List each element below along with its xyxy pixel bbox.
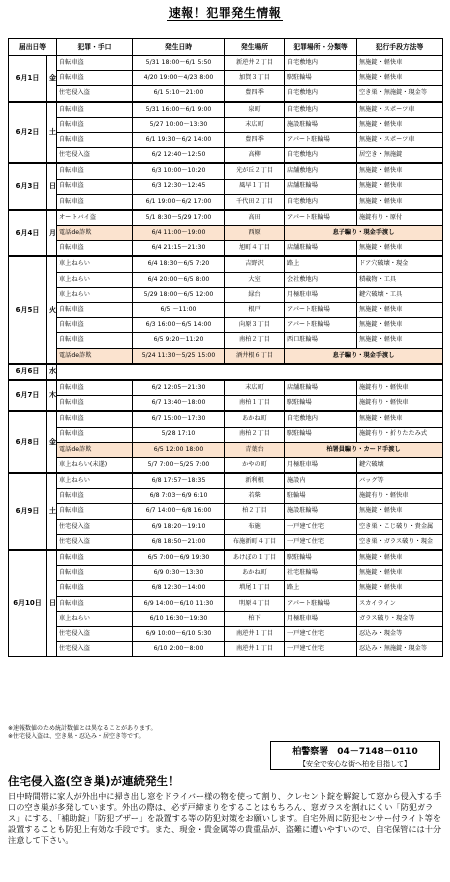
crime-cell: 住宅侵入盗 [57,642,133,657]
table-row [9,303,443,318]
when-cell: 6/3 16:00～6/5 14:00 [133,318,225,333]
method-cell: 無施錠・軽快車 [357,179,443,194]
location-cell: アパート駐輪場 [285,303,357,318]
when-cell: 6/9 18:20～19:10 [133,519,225,534]
location-cell: 店舗駐輪場 [285,380,357,396]
place-cell: あかね町 [225,566,285,581]
location-cell: 駅駐輪場 [285,427,357,442]
crime-cell: 住宅侵入盗 [57,519,133,534]
when-cell: 5/7 7:00～5/25 7:00 [133,457,225,473]
method-cell: ガラス破り・現金等 [357,611,443,626]
when-cell: 6/5 ～11:00 [133,303,225,318]
place-cell: 南逆井１丁目 [225,642,285,657]
when-cell: 6/4 21:15～21:30 [133,241,225,257]
place-cell: 青葉台 [225,442,285,457]
crime-cell: 電話de詐欺 [57,226,133,241]
location-cell: 施設駐輪場 [285,504,357,519]
when-cell: 6/2 12:05～21:30 [133,380,225,396]
table-row [9,241,443,257]
place-cell: 大室 [225,272,285,287]
date-cell: 6月7日 [9,380,47,411]
method-cell: 無施錠・スポーツ車 [357,102,443,118]
weekday-cell: 土 [47,102,57,164]
crime-cell: 自転車盗 [57,163,133,179]
crime-table [8,38,443,657]
method-cell: 空き巣・こじ破り・貴金属 [357,519,443,534]
place-cell: 高柳 [225,148,285,164]
weekday-cell: 金 [47,411,57,473]
place-cell: 若柴 [225,489,285,504]
when-cell: 5/31 18:00～6/1 5:50 [133,56,225,71]
table-row [9,272,443,287]
location-cell: 駅駐輪場 [285,396,357,412]
crime-cell: 自転車盗 [57,581,133,596]
table-row [9,566,443,581]
table-row [9,550,443,566]
place-cell: 新利根 [225,473,285,489]
method-cell: ドア穴破壊・現金 [357,256,443,272]
location-cell: 店舗駐輪場 [285,179,357,194]
when-cell: 6/1 5:10～21:00 [133,86,225,102]
place-cell: 末広町 [225,117,285,132]
method-cell: 無施錠・軽快車 [357,566,443,581]
method-cell: 無施錠・軽快車 [357,194,443,210]
date-cell: 6月1日 [9,56,47,102]
crime-cell: 自転車盗 [57,596,133,611]
table-row [9,194,443,210]
note-1: ※速報数値のため統計数値とは異なることがあります。 [8,725,157,732]
crime-cell: 車上ねらい [57,272,133,287]
place-cell: 西原 [225,226,285,241]
when-cell: 6/4 11:00～19:00 [133,226,225,241]
place-cell: 緑台 [225,287,285,302]
method-cell: 無施錠・軽快車 [357,333,443,348]
when-cell: 6/3 12:30～12:45 [133,179,225,194]
place-cell: 柏２丁目 [225,504,285,519]
location-cell: 月極駐車場 [285,611,357,626]
when-cell: 6/7 13:40～18:00 [133,396,225,412]
when-cell: 6/5 7:00～6/9 19:30 [133,550,225,566]
weekday-cell: 木 [47,380,57,411]
method-cell: 息子騙り・現金手渡し [285,348,443,364]
when-cell: 6/2 12:40～12:50 [133,148,225,164]
weekday-cell: 日 [47,163,57,210]
place-cell: 増尾１丁目 [225,581,285,596]
location-cell: 一戸建て住宅 [285,642,357,657]
table-row [9,642,443,657]
when-cell: 5/24 11:30～5/25 15:00 [133,348,225,364]
title-text: 速報！犯罪発生情報 [168,6,282,20]
place-cell: 柏下 [225,611,285,626]
when-cell: 6/7 14:00～6/8 16:00 [133,504,225,519]
place-cell: 泉町 [225,102,285,118]
crime-cell: 住宅侵入盗 [57,626,133,641]
note-2: ※住宅侵入盗は、空き巣・忍込み・居空き等です。 [8,733,145,740]
when-cell: 6/9 14:00～6/10 11:30 [133,596,225,611]
location-cell: 一戸建て住宅 [285,519,357,534]
place-cell: 豊四季 [225,86,285,102]
table-row [9,489,443,504]
crime-cell: 車上ねらい [57,611,133,626]
weekday-cell: 金 [47,56,57,102]
table-row [9,411,443,427]
crime-cell: 住宅侵入盗 [57,86,133,102]
police-slogan: 【安全で安心な街へ柏を目指して】 [299,760,411,768]
place-cell: 根戸 [225,303,285,318]
place-cell: 高田 [225,210,285,226]
location-cell: 月極駐車場 [285,457,357,473]
location-cell: 店舗敷地内 [285,163,357,179]
when-cell: 6/8 18:50～21:00 [133,534,225,550]
date-cell: 6月10日 [9,550,47,657]
method-cell: 無施錠・軽快車 [357,71,443,86]
table-row [9,396,443,412]
crime-cell: 自転車盗 [57,241,133,257]
when-cell: 6/10 2:00～8:00 [133,642,225,657]
table-row [9,348,443,364]
table-row [9,380,443,396]
place-cell: 向原３丁目 [225,318,285,333]
table-row [9,148,443,164]
place-cell: 旭町４丁目 [225,241,285,257]
alert-headline: 住宅侵入盗(空き巣)が連続発生！ [8,774,180,788]
crime-cell: 自転車盗 [57,71,133,86]
table-row [9,318,443,333]
crime-cell: 自転車盗 [57,380,133,396]
table-row [9,56,443,71]
place-cell: 光が丘２丁目 [225,163,285,179]
method-cell: スカイライン [357,596,443,611]
method-cell: 無施錠・軽快車 [357,318,443,333]
table-row [9,333,443,348]
header-location: 犯罪場所・分類等 [285,39,357,56]
crime-cell: 自転車盗 [57,396,133,412]
place-cell: 南柏２丁目 [225,427,285,442]
weekday-cell: 火 [47,256,57,363]
when-cell: 6/9 10:00～6/10 5:30 [133,626,225,641]
weekday-cell: 日 [47,550,57,657]
when-cell: 5/1 8:30～5/29 17:00 [133,210,225,226]
place-cell: 布施 [225,519,285,534]
location-cell: 駅駐輪場 [285,550,357,566]
crime-cell: 自転車盗 [57,550,133,566]
location-cell: 路上 [285,581,357,596]
date-cell: 6月4日 [9,210,47,257]
place-cell: かやの町 [225,457,285,473]
place-cell: 酒井根６丁目 [225,348,285,364]
place-cell: 末広町 [225,380,285,396]
place-cell: 千代田２丁目 [225,194,285,210]
method-cell: 無施錠・スポーツ車 [357,132,443,147]
method-cell: 無施錠・軽快車 [357,581,443,596]
crime-cell: 自転車盗 [57,566,133,581]
when-cell: 5/27 10:00～13:30 [133,117,225,132]
place-cell: 加賀３丁目 [225,71,285,86]
table-row [9,210,443,226]
method-cell: 無施錠・軽快車 [357,411,443,427]
empty-cell [57,364,443,380]
table-row [9,86,443,102]
table-row [9,626,443,641]
crime-cell: オートバイ盗 [57,210,133,226]
method-cell: 無施錠・軽快車 [357,56,443,71]
table-row [9,256,443,272]
table-row [9,71,443,86]
table-row [9,519,443,534]
alert-body: 日中時間帯に家人が外出中に掃き出し窓をドライバー様の物を使って割り、クレセント錠を解錠して窓から侵入する手口の空き巣が多発しています。外出の際は、必ず戸締まりをすることはもちろん、窓ガラスを割れにくい「防犯ガラス」にする、「補助錠」「防犯ブザー」を設置する等の防犯対策をお願いします。自宅外周に防犯センサー付ライト等を設置することも防犯上有効な手段です。また、現金・貴金属等の貴重品が、盗難に遭いやすいので、自宅保管には十分注意して下さい。 [8,791,442,845]
table-row [9,102,443,118]
when-cell: 6/1 19:30～6/2 14:00 [133,132,225,147]
method-cell: 忍込み・現金等 [357,626,443,641]
header-date: 届出日等 [9,39,57,56]
header-when: 発生日時 [133,39,225,56]
date-cell: 6月8日 [9,411,47,473]
location-cell: 月極駐車場 [285,287,357,302]
crime-cell: 自転車盗 [57,132,133,147]
method-cell: 無施錠・軽快車 [357,303,443,318]
date-cell: 6月2日 [9,102,47,164]
table-row [9,364,443,380]
place-cell: 布施新町４丁目 [225,534,285,550]
when-cell: 5/29 18:00～6/5 12:00 [133,287,225,302]
table-row [9,179,443,194]
crime-cell: 住宅侵入盗 [57,534,133,550]
method-cell: 施錠有り・軽快車 [357,489,443,504]
when-cell: 6/5 9:20～11:20 [133,333,225,348]
method-cell: 居空き・無施錠 [357,148,443,164]
crime-cell: 自転車盗 [57,56,133,71]
location-cell: アパート駐輪場 [285,132,357,147]
when-cell: 6/10 16:30～19:30 [133,611,225,626]
table-row [9,427,443,442]
crime-cell: 車上ねらい [57,287,133,302]
header-method: 犯行手段方法等 [357,39,443,56]
when-cell: 6/3 10:00～10:20 [133,163,225,179]
place-cell: 明原４丁目 [225,596,285,611]
when-cell: 4/20 19:00～4/23 8:00 [133,71,225,86]
crime-cell: 自転車盗 [57,194,133,210]
table-row [9,534,443,550]
method-cell: 無施錠・軽快車 [357,117,443,132]
date-cell: 6月6日 [9,364,47,380]
method-cell: 柏署員騙り・カード手渡し [285,442,443,457]
method-cell: 無施錠・軽快車 [357,241,443,257]
when-cell: 6/9 0:30～13:30 [133,566,225,581]
location-cell: アパート駐輪場 [285,318,357,333]
location-cell: 路上 [285,256,357,272]
method-cell: 積載物・工具 [357,272,443,287]
location-cell: アパート駐輪場 [285,210,357,226]
table-row [9,611,443,626]
when-cell: 5/28 17:10 [133,427,225,442]
crime-cell: 車上ねらい [57,473,133,489]
location-cell: アパート駐輪場 [285,596,357,611]
place-cell: 新逆井２丁目 [225,56,285,71]
header-place: 発生場所 [225,39,285,56]
location-cell: 会社敷地内 [285,272,357,287]
table-row [9,287,443,302]
location-cell: 自宅敷地内 [285,86,357,102]
location-cell: 自宅敷地内 [285,102,357,118]
table-header [9,39,443,56]
weekday-cell: 土 [47,473,57,550]
when-cell: 6/4 20:00～6/5 8:00 [133,272,225,287]
crime-cell: 自転車盗 [57,427,133,442]
table-row [9,457,443,473]
weekday-cell: 月 [47,210,57,257]
crime-cell: 自転車盗 [57,179,133,194]
crime-cell: 自転車盗 [57,102,133,118]
when-cell: 6/1 19:00～6/2 17:00 [133,194,225,210]
location-cell: 社宅駐輪場 [285,566,357,581]
method-cell: 無施錠・軽快車 [357,550,443,566]
crime-cell: 住宅侵入盗 [57,148,133,164]
method-cell: 無施錠・軽快車 [357,163,443,179]
date-cell: 6月3日 [9,163,47,210]
location-cell: 駅駐輪場 [285,71,357,86]
table-row [9,504,443,519]
crime-cell: 電話de詐欺 [57,348,133,364]
location-cell: 店舗駐輪場 [285,241,357,257]
crime-cell: 車上ねらい(未遂) [57,457,133,473]
location-cell: 西口駐輪場 [285,333,357,348]
when-cell: 6/8 7:03～6/9 6:10 [133,489,225,504]
method-cell: 空き巣・無施錠・現金等 [357,86,443,102]
location-cell: 自宅敷地内 [285,56,357,71]
when-cell: 5/31 16:00～6/1 9:00 [133,102,225,118]
crime-cell: 自転車盗 [57,117,133,132]
date-cell: 6月9日 [9,473,47,550]
crime-cell: 自転車盗 [57,333,133,348]
crime-cell: 自転車盗 [57,303,133,318]
table-row [9,581,443,596]
header-crime: 犯罪・手口 [57,39,133,56]
place-cell: 南柏１丁目 [225,396,285,412]
table-row [9,473,443,489]
date-cell: 6月5日 [9,256,47,363]
place-cell: あけぼの１丁目 [225,550,285,566]
table-row [9,117,443,132]
crime-cell: 自転車盗 [57,504,133,519]
method-cell: 息子騙り・現金手渡し [285,226,443,241]
location-cell: 一戸建て住宅 [285,534,357,550]
crime-cell: 車上ねらい [57,256,133,272]
method-cell: 施錠有り・軽快車 [357,396,443,412]
location-cell: 自宅敷地内 [285,148,357,164]
location-cell: 施設駐輪場 [285,117,357,132]
location-cell: 施設内 [285,473,357,489]
table-row [9,132,443,147]
method-cell: 施錠有り・原付 [357,210,443,226]
table-row [9,163,443,179]
method-cell: 無施錠・軽快車 [357,504,443,519]
location-cell: 駐輪場 [285,489,357,504]
page-title [0,4,450,21]
method-cell: 鍵穴破壊 [357,457,443,473]
notes [8,725,157,741]
place-cell: 豊四季 [225,132,285,147]
when-cell: 6/7 15:00～17:30 [133,411,225,427]
crime-cell: 自転車盗 [57,489,133,504]
location-cell: 自宅敷地内 [285,194,357,210]
place-cell: あかね町 [225,411,285,427]
crime-cell: 電話de詐欺 [57,442,133,457]
method-cell: 空き巣・ガラス破り・現金 [357,534,443,550]
location-cell: 一戸建て住宅 [285,626,357,641]
when-cell: 6/8 17:57～18:35 [133,473,225,489]
crime-cell: 自転車盗 [57,411,133,427]
when-cell: 6/8 12:30～14:00 [133,581,225,596]
method-cell: 忍込み・無施錠・現金等 [357,642,443,657]
when-cell: 6/5 12:00 18:00 [133,442,225,457]
place-cell: 南柏２丁目 [225,333,285,348]
police-box [270,741,440,770]
method-cell: 施錠有り・折りたたみ式 [357,427,443,442]
police-name: 柏警察署 04－7148－0110 [292,747,418,757]
place-cell: 吉野沢 [225,256,285,272]
table-row [9,226,443,241]
when-cell: 6/4 18:30～6/5 7:20 [133,256,225,272]
table-row [9,442,443,457]
weekday-cell: 水 [47,364,57,380]
method-cell: 鍵穴破壊・工具 [357,287,443,302]
location-cell: 自宅敷地内 [285,411,357,427]
table-row [9,596,443,611]
method-cell: 施錠有り・軽快車 [357,380,443,396]
place-cell: 南逆井１丁目 [225,626,285,641]
place-cell: 風早１丁目 [225,179,285,194]
method-cell: バッグ等 [357,473,443,489]
crime-cell: 自転車盗 [57,318,133,333]
